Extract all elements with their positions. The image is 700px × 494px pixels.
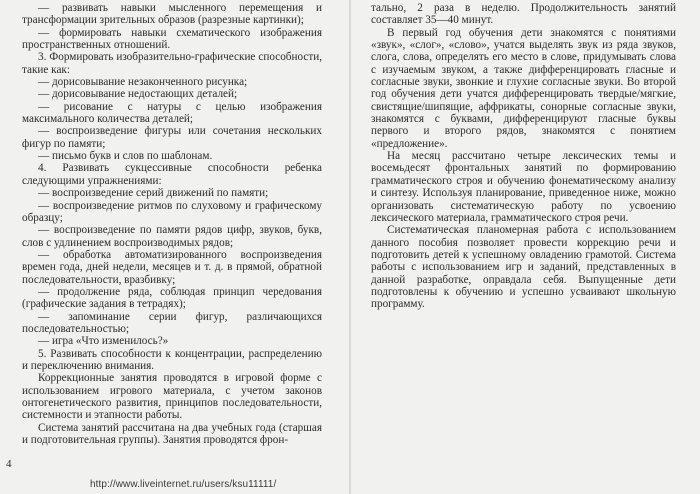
paragraph: — дорисовывание недостающих деталей; (38, 88, 238, 101)
paragraph: 4. Развивать сукцессивные способности ребенка следующими упражнениями: (22, 162, 322, 187)
paragraph: — развивать навыки мысленного перемещения и трансформации зрительных образов (разрезные картинки); (22, 2, 322, 27)
paragraph: Систематическая планомерная работа с использованием данного пособия позволяет провести коррекцию речи и подготовить детей к успешному овладению грамотой. Система работы с использованием игр и заданий, представленных в данной разработке, оправдала себя. Выпущенные дети подготовлены к обучению и успешно усваивают школьную программу. (371, 224, 676, 311)
right-page-text (371, 2, 676, 311)
left-page-text (22, 2, 322, 446)
page-number: 4 (6, 458, 12, 470)
paragraph: Коррекционные занятия проводятся в игровой форме с использованием игрового материала, с учетом законов онтогенетического развития, принципов последовательности, системности и этапности работы. (22, 372, 322, 422)
paragraph: — продолжение ряда, соблюдая принцип чередования (графические задания в тетрадях); (22, 285, 322, 311)
paragraph: — игра «Что изменилось?» (38, 335, 169, 348)
paragraph: — формировать навыки схематического изображения пространственных отношений. (22, 26, 322, 52)
paragraph: На месяц рассчитано четыре лексических темы и восемьдесят фронтальных занятий по формированию грамматического строя и обучению фонематическому анализу и синтезу. Используя планирование, приведенное ниже, можно организовать систематическую работу по усвоению лексического материала, грамматического строя речи. (371, 150, 676, 224)
paragraph: — воспроизведение по памяти рядов цифр, звуков, букв, слов с удлинением воспроизводимых рядов; (22, 224, 322, 249)
paragraph: 3. Формировать изобразительно-графические способности, такие как: (22, 51, 322, 76)
paragraph: — запоминание серии фигур, различающихся последовательностью; (22, 310, 322, 335)
paragraph: — воспроизведение фигуры или сочетания нескольких фигур по памяти; (22, 125, 322, 150)
paragraph: — дорисовывание незаконченного рисунка; (38, 76, 248, 89)
watermark-url: http://www.liveinternet.ru/users/ksu11111/ (90, 479, 277, 490)
paragraph: — рисование с натуры с целью изображения максимального количества деталей; (22, 100, 322, 126)
paragraph: — обработка автоматизированного воспроизведения времен года, дней недели, месяцев и т. д. в прямой, обратной последовательности, вразбивку; (22, 248, 322, 286)
paragraph: тально, 2 раза в неделю. Продолжительность занятий составляет 35—40 минут. (371, 2, 676, 27)
right-page (351, 0, 700, 494)
paragraph: — письмо букв и слов по шаблонам. (38, 150, 213, 163)
paragraph: 5. Развивать способности к концентрации, распределению и переключению внимания. (22, 347, 322, 372)
paragraph: — воспроизведение серий движений по памяти; (38, 187, 269, 200)
left-page (0, 0, 349, 494)
paragraph: — воспроизведение ритмов по слуховому и графическому образцу; (22, 199, 322, 224)
paragraph: Система занятий рассчитана на два учебных года (старшая и подготовительная группы). Занятия проводятся фрон- (22, 421, 322, 447)
paragraph: В первый год обучения дети знакомятся с понятиями «звук», «слог», «слово», учатся выделять звук из ряда звуков, слога, слова, определять его место в слове, придумывать слова с изучаемым звуком, а также дифференцировать гласные и согласные звуки, звонкие и глухие согласные звуки. Во второй год обучения дети учатся дифференцировать твердые/мягкие, свистящие/шипящие, аффрикаты, сонорные согласные звуки, знакомятся с буквами, дифференцируют гласные буквы первого и второго рядов, знакомятся с понятием «предложение». (371, 26, 676, 150)
